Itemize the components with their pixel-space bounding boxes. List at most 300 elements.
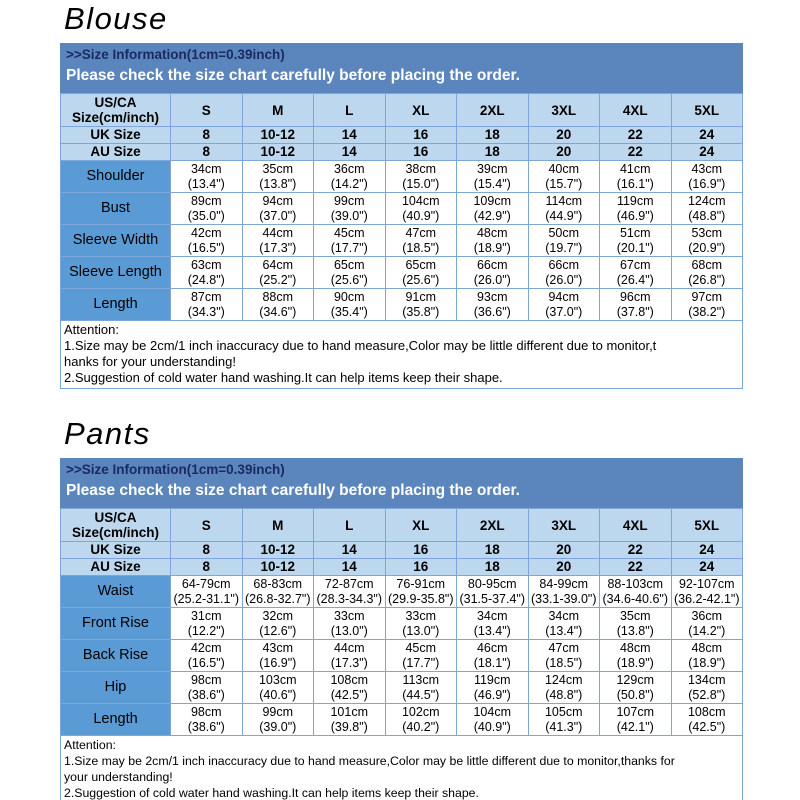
measurement-inch: (38.2") bbox=[688, 304, 726, 319]
measurement-cell bbox=[242, 672, 314, 704]
measurement-cm: 124cm bbox=[687, 193, 726, 208]
attention-line: 1.Size may be 2cm/1 inch inaccuracy due to hand measure,Color may be little different due to monitor,thanks for bbox=[64, 754, 675, 768]
measurement-inch: (42.1") bbox=[616, 719, 654, 734]
size-column-header: 4XL bbox=[600, 509, 672, 542]
measurement-cm: 42cm bbox=[190, 225, 222, 240]
size-column-header: S bbox=[171, 509, 243, 542]
measurement-cell bbox=[242, 289, 314, 321]
measurement-inch: (37.0") bbox=[259, 208, 297, 223]
measurement-row bbox=[61, 289, 743, 321]
size-value-cell: 24 bbox=[671, 559, 743, 576]
row-label: UK Size bbox=[61, 127, 171, 144]
measurement-cell bbox=[242, 640, 314, 672]
measurement-cell bbox=[528, 672, 600, 704]
size-value-cell: 8 bbox=[171, 144, 243, 161]
measurement-inch: (14.2") bbox=[330, 176, 368, 191]
size-value-cell: 8 bbox=[171, 559, 243, 576]
measurement-inch: (13.0") bbox=[330, 623, 368, 638]
measurement-cell bbox=[171, 225, 243, 257]
measurement-cell bbox=[171, 640, 243, 672]
measurement-inch: (35.4") bbox=[330, 304, 368, 319]
size-value-cell: 14 bbox=[314, 542, 386, 559]
measurement-inch: (18.9") bbox=[616, 655, 654, 670]
measurement-inch: (16.9") bbox=[688, 176, 726, 191]
measurement-cm: 33cm bbox=[333, 608, 365, 623]
measurement-cell bbox=[314, 640, 386, 672]
measurement-cell bbox=[528, 225, 600, 257]
measurement-cm: 119cm bbox=[473, 672, 511, 687]
measurement-inch: (16.5") bbox=[187, 655, 225, 670]
attention-line: 2.Suggestion of cold water hand washing.It can help items keep their shape. bbox=[64, 370, 503, 385]
size-value-cell: 10-12 bbox=[242, 559, 314, 576]
measurement-cm: 72-87cm bbox=[324, 576, 374, 591]
attention-line: Attention: bbox=[64, 738, 116, 752]
size-info-note: >>Size Information(1cm=0.39inch) bbox=[66, 47, 285, 62]
measurement-cm: 45cm bbox=[405, 640, 437, 655]
size-conversion-row bbox=[61, 144, 743, 161]
row-label: Length bbox=[61, 704, 171, 736]
row-label: Length bbox=[61, 289, 171, 321]
row-label: Bust bbox=[61, 193, 171, 225]
measurement-inch: (15.7") bbox=[545, 176, 583, 191]
measurement-cm: 89cm bbox=[190, 193, 222, 208]
size-column-header: M bbox=[242, 94, 314, 127]
measurement-cm: 66cm bbox=[476, 257, 508, 272]
measurement-cell bbox=[528, 289, 600, 321]
measurement-inch: (18.9") bbox=[473, 240, 511, 255]
measurement-cm: 64cm bbox=[262, 257, 294, 272]
measurement-cell bbox=[171, 608, 243, 640]
row-label: Sleeve Length bbox=[61, 257, 171, 289]
measurement-cm: 87cm bbox=[190, 289, 222, 304]
size-column-header: 5XL bbox=[671, 94, 743, 127]
size-column-header: S bbox=[171, 94, 243, 127]
measurement-inch: (28.3-34.3") bbox=[316, 591, 383, 606]
measurement-inch: (20.1") bbox=[616, 240, 654, 255]
measurement-cm: 34cm bbox=[548, 608, 580, 623]
measurement-inch: (13.8") bbox=[616, 623, 654, 638]
measurement-inch: (46.9") bbox=[616, 208, 654, 223]
measurement-inch: (44.9") bbox=[545, 208, 583, 223]
size-value-cell: 10-12 bbox=[242, 127, 314, 144]
measurement-cm: 35cm bbox=[619, 608, 651, 623]
measurement-cm: 43cm bbox=[691, 161, 723, 176]
measurement-cm: 92-107cm bbox=[678, 576, 735, 591]
measurement-cm: 45cm bbox=[333, 225, 365, 240]
measurement-cm: 44cm bbox=[262, 225, 294, 240]
measurement-inch: (12.2") bbox=[187, 623, 225, 638]
measurement-cm: 99cm bbox=[333, 193, 365, 208]
measurement-inch: (17.3") bbox=[259, 240, 297, 255]
measurement-cm: 108cm bbox=[687, 704, 726, 719]
measurement-cm: 119cm bbox=[616, 193, 654, 208]
measurement-inch: (42.5") bbox=[688, 719, 726, 734]
measurement-cm: 107cm bbox=[616, 704, 655, 719]
measurement-inch: (50.8") bbox=[616, 687, 654, 702]
corner-header-line: Size(cm/inch) bbox=[71, 110, 160, 125]
measurement-cell bbox=[242, 257, 314, 289]
measurement-cm: 65cm bbox=[333, 257, 365, 272]
size-value-cell: 8 bbox=[171, 542, 243, 559]
measurement-cm: 48cm bbox=[691, 640, 723, 655]
measurement-cm: 101cm bbox=[330, 704, 369, 719]
measurement-cell bbox=[171, 257, 243, 289]
measurement-inch: (48.8") bbox=[688, 208, 726, 223]
size-table bbox=[60, 508, 743, 736]
measurement-inch: (18.9") bbox=[688, 655, 726, 670]
measurement-cell bbox=[314, 161, 386, 193]
measurement-cell bbox=[671, 640, 743, 672]
measurement-cell bbox=[457, 257, 529, 289]
measurement-row bbox=[61, 704, 743, 736]
measurement-cell bbox=[671, 257, 743, 289]
measurement-cell bbox=[457, 704, 529, 736]
measurement-cell bbox=[671, 608, 743, 640]
measurement-cm: 31cm bbox=[190, 608, 222, 623]
measurement-inch: (13.0") bbox=[402, 623, 440, 638]
pants-attention-note bbox=[60, 736, 743, 800]
measurement-cm: 108cm bbox=[330, 672, 369, 687]
measurement-cell bbox=[385, 640, 457, 672]
measurement-cell bbox=[528, 640, 600, 672]
measurement-inch: (16.5") bbox=[187, 240, 225, 255]
measurement-inch: (34.6") bbox=[259, 304, 297, 319]
measurement-cm: 47cm bbox=[548, 640, 580, 655]
measurement-cell bbox=[385, 576, 457, 608]
measurement-cell bbox=[385, 289, 457, 321]
size-value-cell: 16 bbox=[385, 127, 457, 144]
measurement-inch: (39.8") bbox=[330, 719, 368, 734]
measurement-inch: (35.8") bbox=[402, 304, 440, 319]
measurement-cell bbox=[385, 704, 457, 736]
measurement-inch: (48.8") bbox=[545, 687, 583, 702]
measurement-cell bbox=[171, 672, 243, 704]
measurement-cm: 88-103cm bbox=[607, 576, 664, 591]
measurement-row bbox=[61, 640, 743, 672]
corner-header-cell bbox=[61, 94, 171, 127]
row-label: Sleeve Width bbox=[61, 225, 171, 257]
measurement-inch: (40.6") bbox=[259, 687, 297, 702]
measurement-inch: (16.9") bbox=[259, 655, 297, 670]
measurement-cell bbox=[457, 161, 529, 193]
measurement-cm: 39cm bbox=[476, 161, 508, 176]
measurement-row bbox=[61, 672, 743, 704]
size-value-cell: 18 bbox=[457, 559, 529, 576]
measurement-cell bbox=[600, 608, 672, 640]
measurement-cell bbox=[671, 225, 743, 257]
row-label: UK Size bbox=[61, 542, 171, 559]
attention-line: hanks for your understanding! bbox=[64, 354, 236, 369]
check-chart-note: Please check the size chart carefully before placing the order. bbox=[66, 67, 520, 84]
measurement-cell bbox=[600, 161, 672, 193]
measurement-inch: (42.5") bbox=[330, 687, 368, 702]
attention-line: your understanding! bbox=[64, 770, 173, 784]
measurement-cell bbox=[528, 257, 600, 289]
measurement-cell bbox=[171, 193, 243, 225]
measurement-cm: 109cm bbox=[473, 193, 512, 208]
measurement-inch: (41.3") bbox=[545, 719, 583, 734]
row-label: AU Size bbox=[61, 559, 171, 576]
measurement-inch: (12.6") bbox=[259, 623, 297, 638]
measurement-cm: 104cm bbox=[401, 193, 440, 208]
measurement-cm: 98cm bbox=[190, 672, 222, 687]
measurement-cm: 36cm bbox=[333, 161, 365, 176]
row-label: Waist bbox=[61, 576, 171, 608]
measurement-cell bbox=[528, 161, 600, 193]
measurement-cm: 113cm bbox=[402, 672, 440, 687]
size-column-header: 3XL bbox=[528, 94, 600, 127]
measurement-cm: 96cm bbox=[619, 289, 651, 304]
size-conversion-row bbox=[61, 542, 743, 559]
size-info-banner bbox=[60, 43, 743, 93]
measurement-cm: 48cm bbox=[476, 225, 508, 240]
measurement-inch: (38.6") bbox=[187, 719, 225, 734]
measurement-cm: 66cm bbox=[548, 257, 580, 272]
measurement-inch: (31.5-37.4") bbox=[459, 591, 526, 606]
row-label: Front Rise bbox=[61, 608, 171, 640]
pants-title: Pants bbox=[64, 416, 151, 451]
measurement-cm: 64-79cm bbox=[181, 576, 231, 591]
measurement-inch: (46.9") bbox=[473, 687, 511, 702]
measurement-cell bbox=[385, 608, 457, 640]
measurement-inch: (18.5") bbox=[545, 655, 583, 670]
measurement-cm: 50cm bbox=[548, 225, 580, 240]
measurement-cell bbox=[385, 672, 457, 704]
check-chart-note: Please check the size chart carefully before placing the order. bbox=[66, 482, 520, 499]
measurement-inch: (36.2-42.1") bbox=[673, 591, 740, 606]
measurement-cm: 46cm bbox=[476, 640, 508, 655]
measurement-cell bbox=[671, 672, 743, 704]
size-header-row bbox=[61, 509, 743, 542]
attention-line: 1.Size may be 2cm/1 inch inaccuracy due to hand measure,Color may be little different due to monitor,t bbox=[64, 338, 657, 353]
measurement-cell bbox=[671, 193, 743, 225]
measurement-inch: (36.6") bbox=[473, 304, 511, 319]
measurement-cm: 48cm bbox=[619, 640, 651, 655]
measurement-cm: 43cm bbox=[262, 640, 294, 655]
measurement-cell bbox=[385, 225, 457, 257]
size-value-cell: 18 bbox=[457, 542, 529, 559]
size-value-cell: 22 bbox=[600, 542, 672, 559]
measurement-inch: (17.7") bbox=[402, 655, 440, 670]
measurement-cell bbox=[242, 576, 314, 608]
corner-header-line: US/CA bbox=[94, 510, 137, 525]
measurement-cm: 94cm bbox=[548, 289, 580, 304]
measurement-cm: 51cm bbox=[619, 225, 651, 240]
measurement-inch: (40.2") bbox=[402, 719, 440, 734]
measurement-row bbox=[61, 608, 743, 640]
size-value-cell: 16 bbox=[385, 542, 457, 559]
measurement-cell bbox=[385, 161, 457, 193]
attention-line: Attention: bbox=[64, 322, 119, 337]
measurement-cell bbox=[600, 704, 672, 736]
measurement-cell bbox=[457, 576, 529, 608]
size-column-header: 5XL bbox=[671, 509, 743, 542]
measurement-cm: 102cm bbox=[401, 704, 440, 719]
measurement-inch: (17.7") bbox=[330, 240, 368, 255]
measurement-cm: 41cm bbox=[619, 161, 651, 176]
measurement-cell bbox=[171, 161, 243, 193]
size-value-cell: 24 bbox=[671, 144, 743, 161]
row-label: AU Size bbox=[61, 144, 171, 161]
measurement-inch: (38.6") bbox=[187, 687, 225, 702]
measurement-cm: 129cm bbox=[616, 672, 655, 687]
measurement-cm: 68cm bbox=[691, 257, 723, 272]
size-conversion-row bbox=[61, 127, 743, 144]
measurement-inch: (15.0") bbox=[402, 176, 440, 191]
measurement-cell bbox=[314, 576, 386, 608]
row-label: Back Rise bbox=[61, 640, 171, 672]
measurement-inch: (40.9") bbox=[473, 719, 511, 734]
measurement-cm: 63cm bbox=[190, 257, 222, 272]
size-value-cell: 16 bbox=[385, 559, 457, 576]
measurement-cm: 103cm bbox=[258, 672, 297, 687]
blouse-size-table-slot bbox=[60, 93, 743, 321]
blouse-title: Blouse bbox=[64, 1, 168, 36]
measurement-inch: (13.4") bbox=[473, 623, 511, 638]
measurement-cell bbox=[528, 193, 600, 225]
measurement-inch: (26.8") bbox=[688, 272, 726, 287]
measurement-cm: 53cm bbox=[691, 225, 723, 240]
size-column-header: XL bbox=[385, 94, 457, 127]
measurement-cm: 34cm bbox=[190, 161, 222, 176]
measurement-cm: 67cm bbox=[619, 257, 651, 272]
measurement-inch: (26.0") bbox=[473, 272, 511, 287]
measurement-cell bbox=[242, 704, 314, 736]
measurement-inch: (13.8") bbox=[259, 176, 297, 191]
measurement-cell bbox=[671, 576, 743, 608]
size-column-header: M bbox=[242, 509, 314, 542]
size-value-cell: 24 bbox=[671, 127, 743, 144]
corner-header-line: Size(cm/inch) bbox=[71, 525, 160, 540]
measurement-cm: 88cm bbox=[262, 289, 294, 304]
measurement-inch: (25.2") bbox=[259, 272, 297, 287]
measurement-inch: (29.9-35.8") bbox=[387, 591, 454, 606]
measurement-inch: (25.2-31.1") bbox=[173, 591, 240, 606]
size-header-row bbox=[61, 94, 743, 127]
size-value-cell: 24 bbox=[671, 542, 743, 559]
measurement-inch: (24.8") bbox=[187, 272, 225, 287]
measurement-cell bbox=[528, 576, 600, 608]
measurement-cm: 36cm bbox=[691, 608, 723, 623]
row-label: Hip bbox=[61, 672, 171, 704]
measurement-cm: 47cm bbox=[405, 225, 437, 240]
measurement-inch: (18.1") bbox=[473, 655, 511, 670]
corner-header-cell bbox=[61, 509, 171, 542]
measurement-row bbox=[61, 257, 743, 289]
measurement-cell bbox=[385, 193, 457, 225]
measurement-inch: (20.9") bbox=[688, 240, 726, 255]
measurement-cell bbox=[385, 257, 457, 289]
size-column-header: 4XL bbox=[600, 94, 672, 127]
measurement-cm: 38cm bbox=[405, 161, 437, 176]
measurement-cell bbox=[457, 608, 529, 640]
size-value-cell: 20 bbox=[528, 559, 600, 576]
measurement-inch: (25.6") bbox=[330, 272, 368, 287]
size-value-cell: 22 bbox=[600, 127, 672, 144]
measurement-inch: (18.5") bbox=[402, 240, 440, 255]
size-column-header: 3XL bbox=[528, 509, 600, 542]
measurement-inch: (13.4") bbox=[187, 176, 225, 191]
measurement-cell bbox=[314, 289, 386, 321]
pants-size-table-slot bbox=[60, 508, 743, 736]
measurement-cell bbox=[314, 704, 386, 736]
measurement-cm: 98cm bbox=[190, 704, 222, 719]
blouse-attention-note bbox=[60, 321, 743, 389]
size-value-cell: 8 bbox=[171, 127, 243, 144]
measurement-cell bbox=[600, 289, 672, 321]
measurement-cell bbox=[171, 704, 243, 736]
measurement-cell bbox=[600, 193, 672, 225]
corner-header-line: US/CA bbox=[94, 95, 137, 110]
measurement-cell bbox=[457, 289, 529, 321]
measurement-cell bbox=[457, 193, 529, 225]
measurement-cm: 35cm bbox=[262, 161, 294, 176]
measurement-cell bbox=[171, 576, 243, 608]
size-value-cell: 18 bbox=[457, 144, 529, 161]
measurement-cell bbox=[528, 608, 600, 640]
size-value-cell: 20 bbox=[528, 127, 600, 144]
measurement-inch: (26.0") bbox=[545, 272, 583, 287]
measurement-cm: 93cm bbox=[476, 289, 508, 304]
size-column-header: L bbox=[314, 94, 386, 127]
measurement-inch: (37.0") bbox=[545, 304, 583, 319]
measurement-row bbox=[61, 225, 743, 257]
size-column-header: L bbox=[314, 509, 386, 542]
measurement-cm: 76-91cm bbox=[396, 576, 446, 591]
measurement-cell bbox=[671, 704, 743, 736]
measurement-inch: (14.2") bbox=[688, 623, 726, 638]
measurement-cm: 134cm bbox=[687, 672, 726, 687]
measurement-inch: (40.9") bbox=[402, 208, 440, 223]
size-value-cell: 10-12 bbox=[242, 144, 314, 161]
measurement-cm: 99cm bbox=[262, 704, 294, 719]
measurement-inch: (15.4") bbox=[473, 176, 511, 191]
measurement-row bbox=[61, 576, 743, 608]
measurement-inch: (34.3") bbox=[187, 304, 225, 319]
measurement-inch: (17.3") bbox=[330, 655, 368, 670]
measurement-cell bbox=[242, 193, 314, 225]
size-column-header: 2XL bbox=[457, 94, 529, 127]
measurement-cm: 68-83cm bbox=[253, 576, 303, 591]
measurement-inch: (19.7") bbox=[545, 240, 583, 255]
measurement-cm: 80-95cm bbox=[467, 576, 517, 591]
measurement-cm: 40cm bbox=[548, 161, 580, 176]
measurement-inch: (25.6") bbox=[402, 272, 440, 287]
measurement-inch: (34.6-40.6") bbox=[602, 591, 669, 606]
measurement-cell bbox=[457, 672, 529, 704]
measurement-cm: 33cm bbox=[405, 608, 437, 623]
size-value-cell: 22 bbox=[600, 144, 672, 161]
measurement-cell bbox=[457, 225, 529, 257]
size-value-cell: 16 bbox=[385, 144, 457, 161]
pants-section bbox=[60, 417, 743, 800]
size-column-header: 2XL bbox=[457, 509, 529, 542]
measurement-cell bbox=[314, 225, 386, 257]
measurement-cell bbox=[600, 672, 672, 704]
measurement-cm: 104cm bbox=[473, 704, 512, 719]
measurement-cm: 65cm bbox=[405, 257, 437, 272]
size-value-cell: 14 bbox=[314, 127, 386, 144]
measurement-cell bbox=[314, 672, 386, 704]
measurement-cell bbox=[671, 161, 743, 193]
measurement-inch: (35.0") bbox=[187, 208, 225, 223]
measurement-inch: (44.5") bbox=[402, 687, 440, 702]
measurement-inch: (26.8-32.7") bbox=[244, 591, 311, 606]
measurement-cell bbox=[314, 257, 386, 289]
row-label: Shoulder bbox=[61, 161, 171, 193]
measurement-cm: 34cm bbox=[476, 608, 508, 623]
measurement-cm: 42cm bbox=[190, 640, 222, 655]
